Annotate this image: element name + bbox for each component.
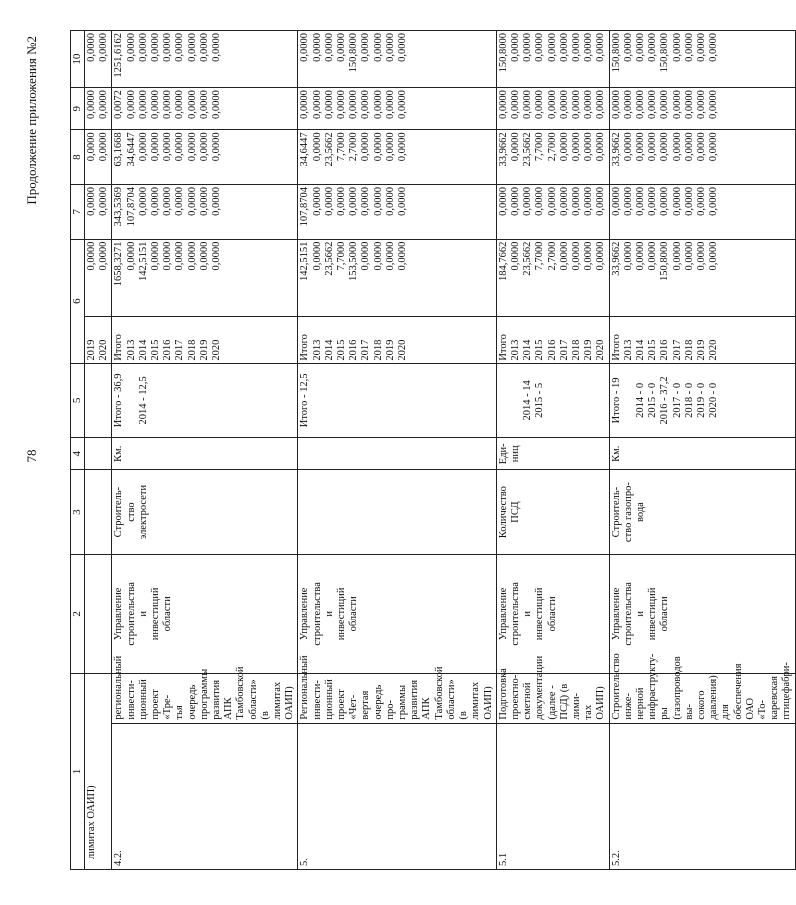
table-row <box>496 31 609 870</box>
col-header-3: 3 <box>71 470 85 554</box>
row-local: 0,0000 0,0000 0,0000 0,0000 0,0000 0,0000 0,0000 0,0000 0,0000 <box>298 88 496 130</box>
row-number: 5.2. <box>609 723 795 869</box>
row-name: региональный инвести- ционный проект «Тре- тья очередь программы развития АПК Тамбовской области» (в лимитах ОАИП) <box>112 673 298 723</box>
row-federal: 0,0000 0,0000 0,0000 0,0000 0,0000 0,0000 0,0000 0,0000 0,0000 <box>496 184 609 239</box>
col-header-10: 10 <box>71 31 85 88</box>
row-total: 1658,3271 0,0000 142,5151 0,0000 0,0000 0,0000 0,0000 0,0000 0,0000 <box>112 239 298 316</box>
col-header-9: 9 <box>71 88 85 130</box>
row-target: Итого - 19 2014 - 0 2015 - 0 2016 - 37,2 2017 - 0 2018 - 0 2019 - 0 2020 - 0 <box>609 363 795 437</box>
row-other: 0,0000 0,0000 <box>85 31 112 88</box>
col-header-5: 5 <box>71 363 85 437</box>
row-regional: 34,6447 0,0000 23,5662 7,7000 2,7000 0,0000 0,0000 0,0000 0,0000 <box>298 130 496 185</box>
row-indicator <box>85 470 112 554</box>
row-target: 2014 - 14 2015 - 5 <box>496 363 609 437</box>
row-indicator <box>298 470 496 554</box>
col-header-7: 7 <box>71 184 85 239</box>
row-name: Строительство инже- нерной инфраструкту- ры (газопроводов вы- сокого давления) для обеспечения ОАО «То- каревская птицефабри- <box>609 673 795 723</box>
row-local: 0,0000 0,0000 0,0000 0,0000 0,0000 0,0000 0,0000 0,0000 0,0000 <box>609 88 795 130</box>
row-name: Подготовка проектно- сметной документации (далее - ПСД) (в лими- тах ОАИП) <box>496 673 609 723</box>
col-header-6: 6 <box>71 239 85 363</box>
row-number: 5. <box>298 723 496 869</box>
row-regional: 33,9662 0,0000 23,5662 7,7000 2,7000 0,0000 0,0000 0,0000 0,0000 <box>496 130 609 185</box>
row-unit: Еди- ниц <box>496 438 609 470</box>
row-total: 184,7662 0,0000 23,5662 7,7000 2,7000 0,0000 0,0000 0,0000 0,0000 <box>496 239 609 316</box>
col-header-2: 2 <box>71 554 85 673</box>
row-indicator: Строитель- ство электросети <box>112 470 298 554</box>
row-regional: 0,0000 0,0000 <box>85 130 112 185</box>
row-exec <box>85 554 112 673</box>
col-header-4: 4 <box>71 438 85 470</box>
row-federal: 107,8704 0,0000 0,0000 0,0000 0,0000 0,0000 0,0000 0,0000 0,0000 <box>298 184 496 239</box>
continuation-header: Продолжение приложения №2 <box>24 36 39 205</box>
row-name: Региональный инвести- ционный проект «Чет- вертая очередь про- граммы развития АПК Тамбовской области» (в лимитах ОАИП) <box>298 673 496 723</box>
table-row <box>298 31 496 870</box>
row-years: Итого 2013 2014 2015 2016 2017 2018 2019 2020 <box>496 316 609 363</box>
row-local: 0,0072 0,0000 0,0000 0,0000 0,0000 0,0000 0,0000 0,0000 0,0000 <box>112 88 298 130</box>
row-target: Итого - 36,9 2014 - 12,5 <box>112 363 298 437</box>
row-years: Итого 2013 2014 2015 2016 2017 2018 2019 2020 <box>298 316 496 363</box>
row-unit: Км. <box>112 438 298 470</box>
data-table <box>70 30 796 870</box>
row-other: 0,0000 0,0000 0,0000 0,0000 150,8000 0,0000 0,0000 0,0000 0,0000 <box>298 31 496 88</box>
row-number: 5.1 <box>496 723 609 869</box>
row-total: 33,9662 0,0000 0,0000 0,0000 150,8000 0,0000 0,0000 0,0000 0,0000 <box>609 239 795 316</box>
table-row <box>85 31 112 870</box>
row-regional: 33,9662 0,0000 0,0000 0,0000 0,0000 0,0000 0,0000 0,0000 0,0000 <box>609 130 795 185</box>
rotated-page <box>24 30 793 870</box>
col-header-8: 8 <box>71 130 85 185</box>
row-exec: Управление строительства и инвестиций области <box>298 554 496 673</box>
row-federal: 0,0000 0,0000 <box>85 184 112 239</box>
row-total: 142,5151 0,0000 23,5662 7,7000 153,5000 0,0000 0,0000 0,0000 0,0000 <box>298 239 496 316</box>
row-years: Итого 2013 2014 2015 2016 2017 2018 2019 2020 <box>112 316 298 363</box>
row-other: 1251,6162 0,0000 0,0000 0,0000 0,0000 0,0000 0,0000 0,0000 0,0000 <box>112 31 298 88</box>
row-federal: 343,5369 107,8704 0,0000 0,0000 0,0000 0,0000 0,0000 0,0000 0,0000 <box>112 184 298 239</box>
table-row <box>609 31 795 870</box>
row-exec: Управление строительства и инвестиций области <box>112 554 298 673</box>
row-target: Итого - 12,5 <box>298 363 496 437</box>
row-target <box>85 363 112 437</box>
row-federal: 0,0000 0,0000 0,0000 0,0000 0,0000 0,0000 0,0000 0,0000 0,0000 <box>609 184 795 239</box>
row-local: 0,0000 0,0000 <box>85 88 112 130</box>
row-other: 150,8000 0,0000 0,0000 0,0000 0,0000 0,0000 0,0000 0,0000 0,0000 <box>496 31 609 88</box>
row-exec: Управление строительства и инвестиций области <box>609 554 795 673</box>
page-number: 78 <box>24 449 39 463</box>
row-name: лимитах ОАИП) <box>85 673 112 869</box>
row-number: 4.2. <box>112 723 298 869</box>
row-total: 0,0000 0,0000 <box>85 239 112 316</box>
row-unit <box>298 438 496 470</box>
row-other: 150,8000 0,0000 0,0000 0,0000 150,8000 0,0000 0,0000 0,0000 0,0000 <box>609 31 795 88</box>
row-indicator: Строитель- ство газопро- вода <box>609 470 795 554</box>
column-number-row <box>71 31 85 870</box>
table-row <box>112 31 298 870</box>
row-unit: Км. <box>609 438 795 470</box>
row-indicator: Количество ПСД <box>496 470 609 554</box>
row-regional: 63,1668 34,6447 0,0000 0,0000 0,0000 0,0000 0,0000 0,0000 0,0000 <box>112 130 298 185</box>
row-unit <box>85 438 112 470</box>
row-exec: Управление строительства и инвестиций области <box>496 554 609 673</box>
row-years: 2019 2020 <box>85 316 112 363</box>
col-header-1: 1 <box>71 673 85 869</box>
row-local: 0,0000 0,0000 0,0000 0,0000 0,0000 0,0000 0,0000 0,0000 0,0000 <box>496 88 609 130</box>
row-years: Итого 2013 2014 2015 2016 2017 2018 2019 2020 <box>609 316 795 363</box>
